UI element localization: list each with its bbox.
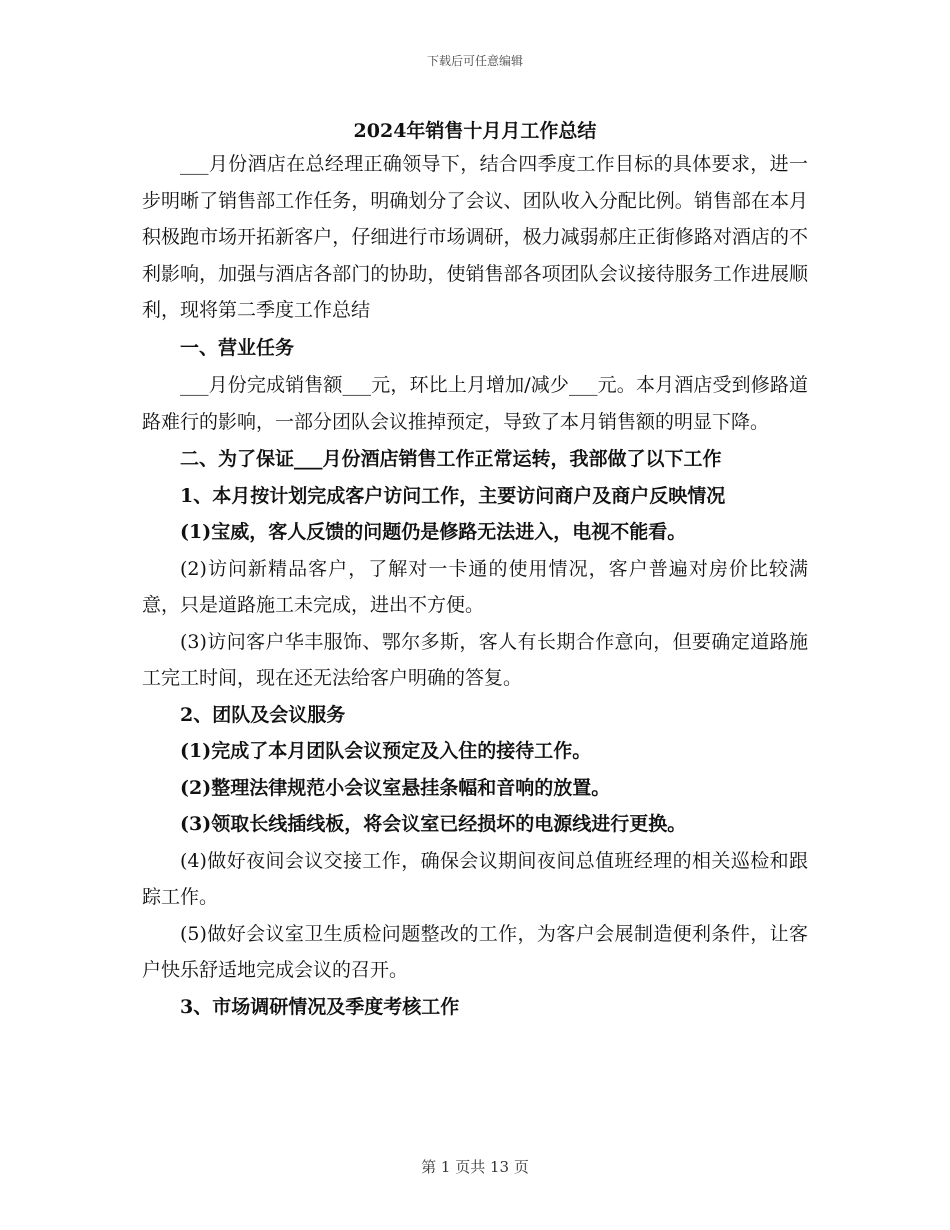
list-item: (2)整理法律规范小会议室悬挂条幅和音响的放置。 [180, 776, 611, 799]
page-footer: 第 1 页共 13 页 [421, 1158, 529, 1176]
document-body [142, 146, 808, 1025]
subsection-heading-3: 3、市场调研情况及季度考核工作 [180, 995, 460, 1018]
header-note: 下载后可任意编辑 [426, 54, 523, 68]
list-item: (2)访问新精品客户，了解对一卡通的使用情况，客户普遍对房价比较满意，只是道路施工未完成，进出不方便。 [142, 557, 808, 616]
section-heading-2: 二、为了保证___月份酒店销售工作正常运转，我部做了以下工作 [180, 448, 722, 470]
list-item: (3)访问客户华丰服饰、鄂尔多斯，客人有长期合作意向，但要确定道路施工完工时间，现在还无法给客户明确的答复。 [142, 630, 808, 689]
section-heading-1: 一、营业任务 [180, 336, 295, 359]
list-item: (1)完成了本月团队会议预定及入住的接待工作。 [180, 740, 592, 762]
subsection-heading-1: 1、本月按计划完成客户访问工作，主要访问商户及商户反映情况 [180, 484, 726, 507]
document-title: 2024年销售十月月工作总结 [353, 120, 597, 142]
list-item: (5)做好会议室卫生质检问题整改的工作，为客户会展制造便利条件，让客户快乐舒适地完成会议的召开。 [142, 922, 808, 981]
list-item: (3)领取长线插线板，将会议室已经损坏的电源线进行更换。 [180, 813, 687, 835]
list-item: (1)宝威，客人反馈的问题仍是修路无法进入，电视不能看。 [180, 521, 687, 543]
subsection-heading-2: 2、团队及会议服务 [180, 703, 346, 726]
intro-paragraph: ___月份酒店在总经理正确领导下，结合四季度工作目标的具体要求，进一步明晰了销售部工作任务，明确划分了会议、团队收入分配比例。销售部在本月积极跑市场开拓新客户，仔细进行市场调研，极力减弱郝庄正街修路对酒店的不利影响，加强与酒店各部门的协助，使销售部各项团队会议接待服务工作进展顺利，现将第二季度工作总结 [142, 153, 808, 321]
list-item: (4)做好夜间会议交接工作，确保会议期间夜间总值班经理的相关巡检和跟踪工作。 [142, 849, 808, 908]
sales-paragraph: ___月份完成销售额___元，环比上月增加/减少___元。本月酒店受到修路道路难行的影响，一部分团队会议推掉预定，导致了本月销售额的明显下降。 [142, 374, 808, 433]
